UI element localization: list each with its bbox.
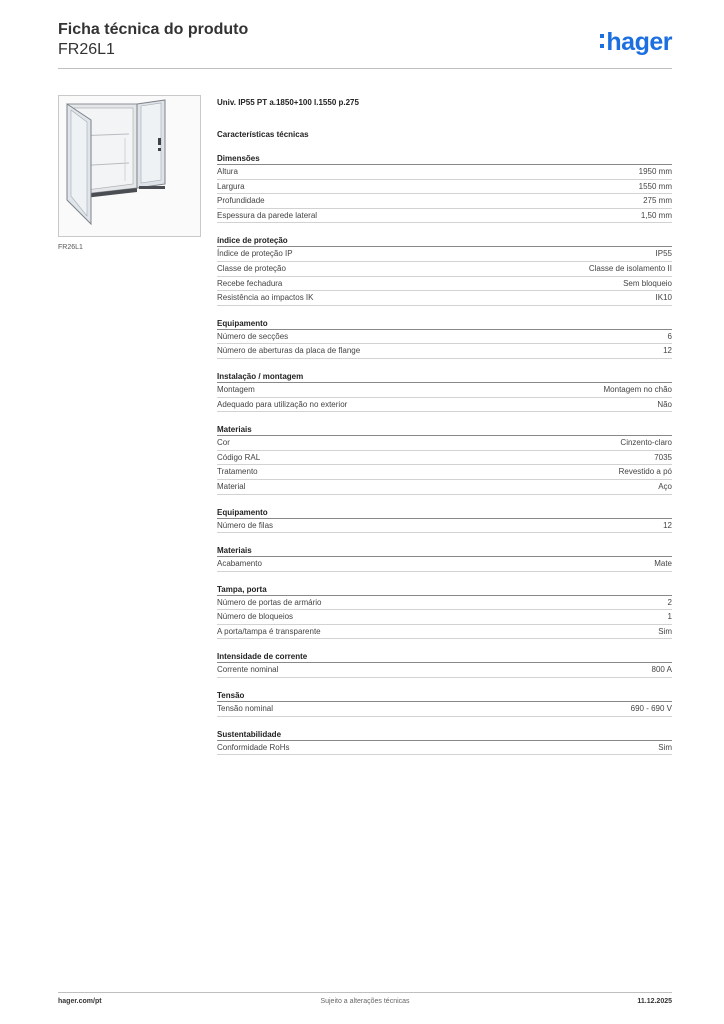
spec-label: Classe de proteção bbox=[217, 263, 286, 273]
section-title: Materiais bbox=[217, 424, 672, 436]
footer-website-link[interactable]: hager.com/pt bbox=[58, 998, 102, 1005]
spec-section bbox=[217, 690, 672, 717]
spec-row bbox=[217, 480, 672, 495]
spec-section bbox=[217, 545, 672, 572]
section-title: Tensão bbox=[217, 690, 672, 702]
spec-value: Montagem no chão bbox=[603, 384, 672, 394]
section-title: Instalação / montagem bbox=[217, 371, 672, 383]
spec-label: Recebe fechadura bbox=[217, 278, 283, 288]
spec-value: 1 bbox=[667, 612, 672, 622]
spec-row bbox=[217, 451, 672, 466]
product-name: Univ. IP55 PT a.1850+100 l.1550 p.275 bbox=[217, 98, 359, 107]
spec-value: 12 bbox=[663, 520, 672, 530]
spec-section bbox=[217, 318, 672, 359]
spec-section bbox=[217, 729, 672, 756]
spec-label: Altura bbox=[217, 167, 238, 176]
spec-label: Número de filas bbox=[217, 520, 274, 530]
spec-value: Sim bbox=[658, 742, 672, 752]
spec-label: Corrente nominal bbox=[217, 665, 279, 675]
spec-label: Conformidade RoHs bbox=[217, 742, 290, 752]
spec-label: Material bbox=[217, 481, 246, 491]
page-header bbox=[58, 20, 672, 70]
spec-row bbox=[217, 209, 672, 224]
spec-label: A porta/tampa é transparente bbox=[217, 626, 321, 636]
spec-value: 1950 mm bbox=[638, 167, 672, 176]
spec-value: Cinzento-claro bbox=[620, 438, 672, 448]
footer-date: 11.12.2025 bbox=[637, 998, 672, 1005]
spec-row bbox=[217, 180, 672, 195]
spec-value: Não bbox=[657, 399, 672, 409]
footer-disclaimer: Sujeito a alterações técnicas bbox=[320, 998, 410, 1005]
spec-label: Número de secções bbox=[217, 331, 289, 341]
spec-label: Código RAL bbox=[217, 452, 261, 462]
section-title: índice de proteção bbox=[217, 235, 672, 247]
spec-value: 1550 mm bbox=[638, 181, 672, 191]
spec-row bbox=[217, 610, 672, 625]
cabinet-illustration-icon bbox=[59, 96, 200, 236]
spec-row bbox=[217, 741, 672, 756]
spec-label: Largura bbox=[217, 181, 245, 191]
spec-value: 6 bbox=[667, 331, 672, 341]
section-title: Equipamento bbox=[217, 318, 672, 330]
spec-row bbox=[217, 330, 672, 345]
section-title: Sustentabilidade bbox=[217, 729, 672, 741]
spec-section bbox=[217, 424, 672, 494]
spec-value: 12 bbox=[663, 346, 672, 356]
spec-label: Número de portas de armário bbox=[217, 597, 322, 607]
spec-row bbox=[217, 557, 672, 572]
spec-row bbox=[217, 519, 672, 534]
tech-specs-heading: Características técnicas bbox=[217, 130, 309, 139]
spec-value: Classe de isolamento II bbox=[588, 263, 672, 273]
spec-label: Número de aberturas da placa de flange bbox=[217, 346, 361, 356]
section-title: Materiais bbox=[217, 545, 672, 557]
spec-row bbox=[217, 277, 672, 292]
section-title: Dimensões bbox=[217, 153, 672, 165]
spec-row bbox=[217, 262, 672, 277]
spec-section bbox=[217, 235, 672, 305]
spec-section bbox=[217, 371, 672, 412]
spec-content bbox=[217, 96, 672, 755]
spec-value: Mate bbox=[654, 559, 672, 569]
logo-dots-icon bbox=[600, 28, 604, 48]
section-title: Intensidade de corrente bbox=[217, 651, 672, 663]
spec-row bbox=[217, 702, 672, 717]
spec-label: Profundidade bbox=[217, 196, 265, 206]
spec-row bbox=[217, 165, 672, 180]
section-title: Tampa, porta bbox=[217, 584, 672, 596]
page-footer bbox=[58, 998, 672, 1010]
spec-label: Espessura da parede lateral bbox=[217, 210, 318, 220]
spec-row bbox=[217, 436, 672, 451]
document-subtitle: FR26L1 bbox=[58, 41, 115, 58]
spec-label: Resistência ao impactos IK bbox=[217, 293, 314, 303]
spec-row bbox=[217, 596, 672, 611]
spec-value: 800 A bbox=[651, 665, 672, 675]
spec-section bbox=[217, 507, 672, 534]
section-title: Equipamento bbox=[217, 507, 672, 519]
spec-label: Tensão nominal bbox=[217, 704, 274, 714]
document-title: Ficha técnica do produto bbox=[58, 21, 249, 38]
spec-value: Sem bloqueio bbox=[623, 278, 672, 288]
spec-value: 690 - 690 V bbox=[630, 704, 672, 714]
spec-label: Acabamento bbox=[217, 559, 262, 569]
spec-value: 1,50 mm bbox=[640, 210, 672, 220]
footer-divider bbox=[58, 992, 672, 993]
spec-row bbox=[217, 663, 672, 678]
spec-value: 2 bbox=[667, 597, 672, 607]
spec-label: Cor bbox=[217, 438, 230, 448]
spec-sections bbox=[217, 153, 672, 755]
spec-row bbox=[217, 194, 672, 209]
spec-label: Tratamento bbox=[217, 467, 258, 477]
spec-section bbox=[217, 584, 672, 640]
spec-value: Revestido a pó bbox=[618, 467, 672, 477]
spec-value: IK10 bbox=[655, 293, 672, 303]
spec-row bbox=[217, 398, 672, 413]
hager-logo bbox=[600, 28, 672, 57]
spec-value: Sim bbox=[658, 626, 672, 636]
spec-row bbox=[217, 625, 672, 640]
spec-section bbox=[217, 153, 672, 223]
spec-value: 275 mm bbox=[643, 196, 672, 206]
spec-section bbox=[217, 651, 672, 678]
product-image bbox=[58, 95, 201, 237]
header-divider bbox=[58, 68, 672, 69]
spec-label: Montagem bbox=[217, 384, 255, 394]
spec-value: 7035 bbox=[654, 452, 672, 462]
spec-row bbox=[217, 383, 672, 398]
spec-label: Adequado para utilização no exterior bbox=[217, 399, 348, 409]
spec-label: Índice de proteção IP bbox=[217, 249, 293, 259]
logo-text: hager bbox=[606, 28, 672, 56]
spec-row bbox=[217, 465, 672, 480]
spec-row bbox=[217, 344, 672, 359]
spec-value: IP55 bbox=[655, 249, 672, 259]
image-caption: FR26L1 bbox=[58, 244, 83, 251]
spec-value: Aço bbox=[658, 481, 672, 491]
spec-row bbox=[217, 291, 672, 306]
spec-label: Número de bloqueios bbox=[217, 612, 294, 622]
spec-row bbox=[217, 247, 672, 262]
